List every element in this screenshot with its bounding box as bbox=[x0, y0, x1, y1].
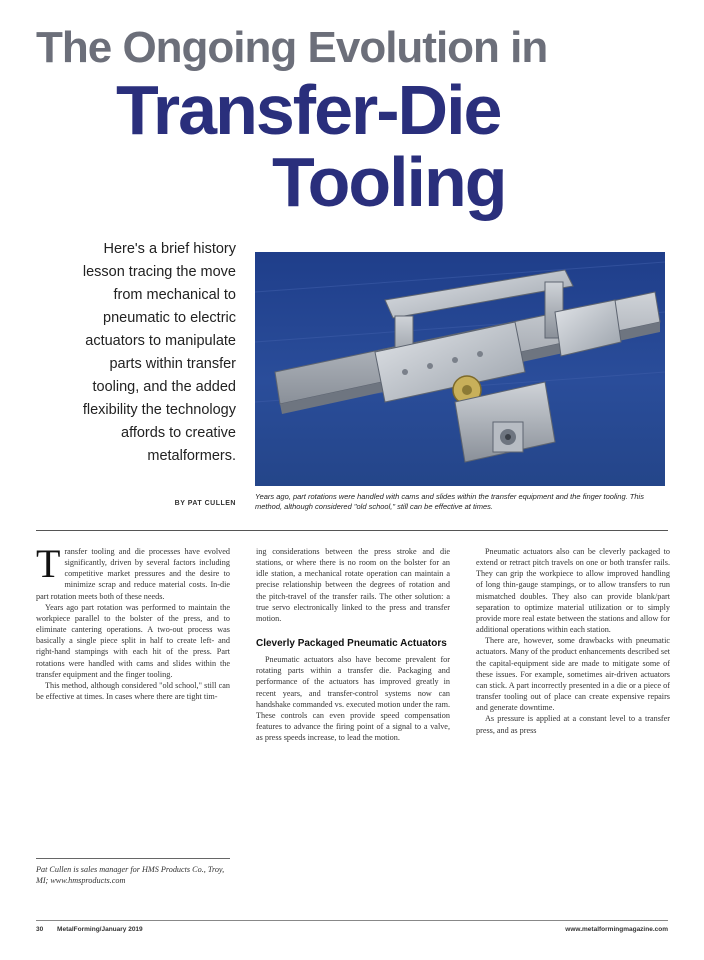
divider bbox=[36, 920, 668, 921]
article-column-2 bbox=[256, 546, 450, 743]
deck-line: tooling, and the added bbox=[92, 379, 236, 395]
article-column-3 bbox=[476, 546, 670, 736]
publication-name: MetalForming/January 2019 bbox=[57, 926, 143, 933]
article-photo bbox=[255, 252, 665, 486]
divider bbox=[36, 530, 668, 531]
paragraph: This method, although considered "old school," still can be effective at times. In cases where there are tight tim- bbox=[36, 680, 230, 702]
deck-line: flexibility the technology bbox=[82, 402, 236, 418]
paragraph: Years ago part rotation was performed to maintain the workpiece parallel to the bolster of the press, and to eliminate cantering operations. A two-out process was basically a single piece split in half to create left- and right-hand stampings with each hit of the press. Part rotations were handled with cams and slides within the transfer equipment and the finger tooling. bbox=[36, 602, 230, 679]
paragraph: There are, however, some drawbacks with pneumatic actuators. Many of the product enhancements described set the capital-equipment side are made to mitigate some of these issues. For example, sometimes air-driven actuators can stick. A part incorrectly presented in a die or a piece of transfer tooling out of place can create expensive repairs and generate downtime. bbox=[476, 636, 670, 713]
deck-line: affords to creative bbox=[121, 425, 236, 441]
headline-line-2: Transfer-Die bbox=[116, 71, 501, 149]
page-number: 30 bbox=[36, 926, 44, 933]
photo-caption: Years ago, part rotations were handled with cams and slides within the transfer equipment and the finger tooling. This method, although considered "old school," still can be effective at times. bbox=[255, 492, 644, 511]
deck-line: from mechanical to bbox=[113, 287, 236, 303]
drop-cap: T bbox=[36, 541, 61, 586]
section-subhead: Cleverly Packaged Pneumatic Actuators bbox=[256, 638, 447, 650]
paragraph: Pneumatic actuators also can be cleverly packaged to extend or retract pitch travels on one or both transfer rails. They can grip the workpiece to allow improved handling of long thin-gauge stampings, or to allow transfers to run mismatched doubles. They also can provide blank/part separation to optimize material utilization or to simply provide more real estate between the stations and allow for additional operations within each station. bbox=[476, 547, 670, 635]
headline-line-3: Tooling bbox=[272, 143, 506, 221]
deck-line: actuators to manipulate bbox=[85, 333, 236, 349]
deck-line: lesson tracing the move bbox=[82, 264, 236, 280]
paragraph: Pneumatic actuators also have become prevalent for rotating parts within a transfer die. Packaging and performance of the actuators has improved greatly in recent years, and transfer-control systems now can handshake commanded vs. executed motion under the ram. These controls can even provide speed compensation features to advance the firing point of a signal to a valve, as press speeds increase, to lead the motion. bbox=[256, 655, 450, 743]
divider bbox=[36, 858, 230, 859]
deck-line: Here's a brief history bbox=[103, 241, 236, 257]
paragraph-text: ransfer tooling and die processes have evolved significantly, driven by several factors including competitive market pressures and the desire to minimize scrap and reduce material costs. In-die part rotation meets both of these needs. bbox=[36, 547, 230, 601]
footer-left bbox=[36, 926, 143, 933]
paragraph: As pressure is applied at a constant level to a transfer press, and as press bbox=[476, 714, 670, 735]
paragraph: ing considerations between the press stroke and die stations, or where there is no room on the bolster for an idle station, a mechanical rotate operation can maintain a precise relationship between the degrees of rotation and the pitch-travel of the transfer rails. The other solution: a true servo electronically linked to the press and transfer motion. bbox=[256, 547, 450, 623]
headline-line-1: The Ongoing Evolution in bbox=[36, 23, 548, 72]
paragraph bbox=[36, 541, 230, 602]
deck-line: pneumatic to electric bbox=[103, 310, 236, 326]
author-bio: Pat Cullen is sales manager for HMS Products Co., Troy, MI; www.hmsproducts.com bbox=[36, 865, 225, 885]
article-column-1 bbox=[36, 541, 230, 702]
transfer-tooling-illustration bbox=[255, 252, 665, 486]
footer-url: www.metalformingmagazine.com bbox=[565, 926, 668, 933]
deck-text bbox=[40, 238, 236, 468]
byline: BY PAT CULLEN bbox=[174, 500, 236, 507]
deck-line: metalformers. bbox=[147, 448, 236, 464]
deck-line: parts within transfer bbox=[109, 356, 236, 372]
